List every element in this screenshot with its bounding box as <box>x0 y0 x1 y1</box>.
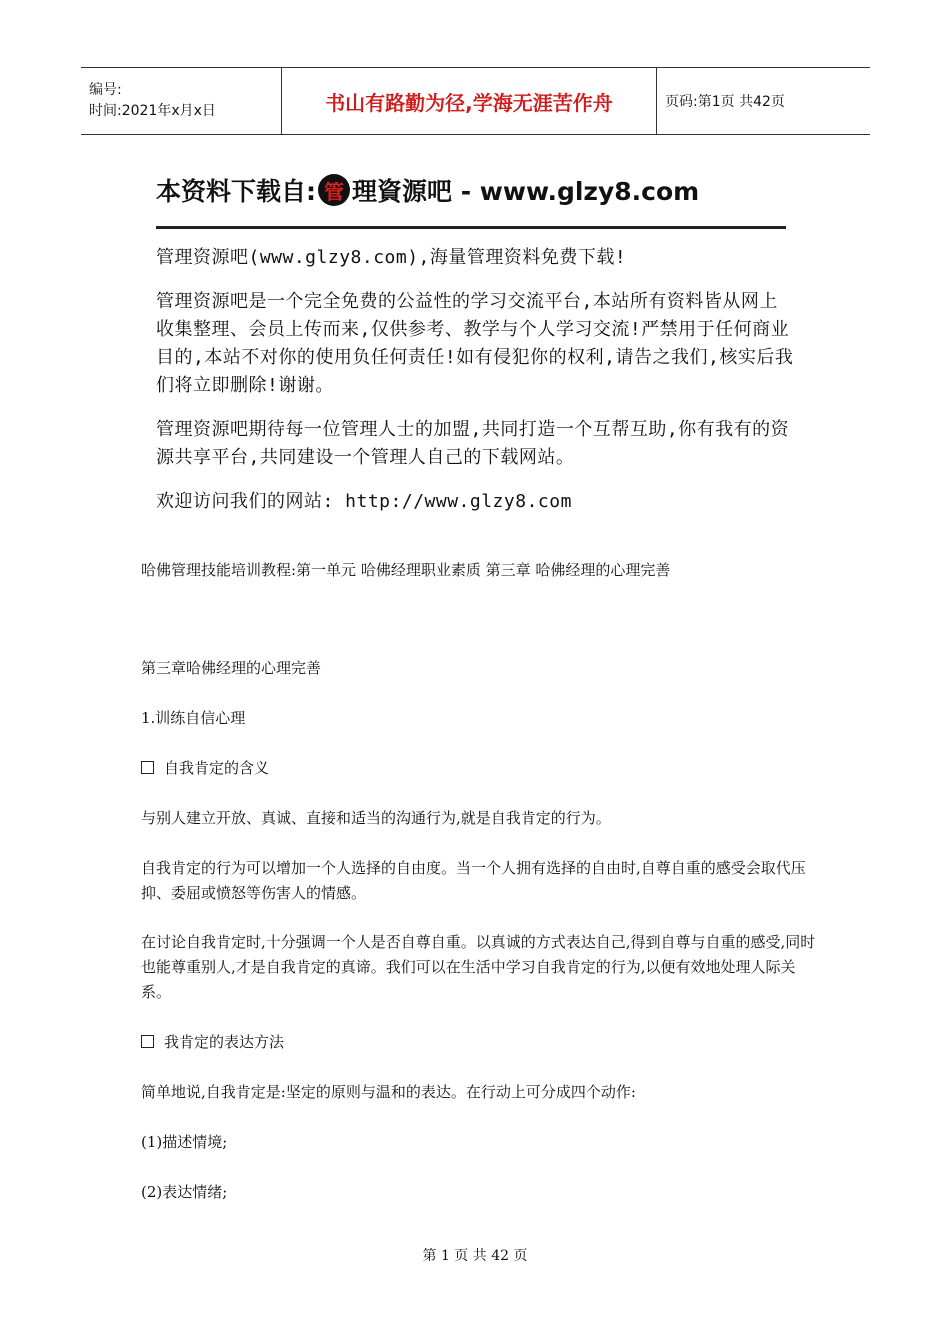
doc-subtitle: 哈佛管理技能培训教程:第一单元 哈佛经理职业素质 第三章 哈佛经理的心理完善 <box>141 561 671 579</box>
bullet-item <box>141 1030 821 1055</box>
banner-line-1: 管理资源吧(www.glzy8.com),海量管理资料免费下载! <box>156 247 627 268</box>
banner-line-4: 欢迎访问我们的网站: http://www.glzy8.com <box>156 491 572 512</box>
paragraph: 自我肯定的行为可以增加一个人选择的自由度。当一个人拥有选择的自由时,自尊自重的感受会取代压抑、委屈或愤怒等伤害人的情感。 <box>141 859 806 902</box>
paragraph: 与别人建立开放、真诚、直接和适当的沟通行为,就是自我肯定的行为。 <box>141 809 611 827</box>
banner-line-2: 管理资源吧是一个完全免费的公益性的学习交流平台,本站所有资料皆从网上收集整理、会员上传而来,仅供参考、教学与个人学习交流!严禁用于任何商业目的,本站不对你的使用负任何责任!如有侵犯你的权利,请告之我们,核实后我们将立即删除!谢谢。 <box>156 291 794 396</box>
logo-char: 管 <box>324 179 344 204</box>
bullet-text: 我肯定的表达方法 <box>164 1033 285 1051</box>
banner-title-prefix: 本资料下载自: <box>156 177 316 206</box>
site-logo-icon <box>318 174 350 206</box>
paragraph: 在讨论自我肯定时,十分强调一个人是否自尊自重。以真诚的方式表达自己,得到自尊与自重的感受,同时也能尊重别人,才是自我肯定的真谛。我们可以在生活中学习自我肯定的行为,以便有效地处理人际关系。 <box>141 933 816 1001</box>
bullet-item <box>141 756 821 781</box>
section-heading: 1.训练自信心理 <box>141 709 246 727</box>
list-step: (1)描述情境; <box>141 1133 228 1151</box>
list-step: (2)表达情绪; <box>141 1183 228 1201</box>
banner-divider <box>156 226 786 229</box>
checkbox-icon <box>141 1035 154 1048</box>
date-label: 时间:2021年x月x日 <box>89 103 216 119</box>
header-motto: 书山有路勤为径,学海无涯苦作舟 <box>281 68 657 134</box>
header-meta <box>81 68 281 134</box>
download-banner <box>156 166 796 526</box>
number-label: 编号: <box>89 82 122 98</box>
banner-line-3: 管理资源吧期待每一位管理人士的加盟,共同打造一个互帮互助,你有我有的资源共享平台,共同建设一个管理人自己的下载网站。 <box>156 419 790 468</box>
paragraph: 简单地说,自我肯定是:坚定的原则与温和的表达。在行动上可分成四个动作: <box>141 1083 636 1101</box>
banner-title-suffix: 理資源吧 - www.glzy8.com <box>352 177 700 206</box>
banner-title <box>156 166 796 214</box>
page-header <box>81 67 870 135</box>
page-footer: 第 1 页 共 42 页 <box>422 1248 528 1264</box>
banner-text <box>156 244 796 532</box>
chapter-title: 第三章哈佛经理的心理完善 <box>141 659 322 677</box>
bullet-text: 自我肯定的含义 <box>164 759 270 777</box>
checkbox-icon <box>141 761 154 774</box>
header-page-info: 页码:第1页 共42页 <box>665 94 785 110</box>
